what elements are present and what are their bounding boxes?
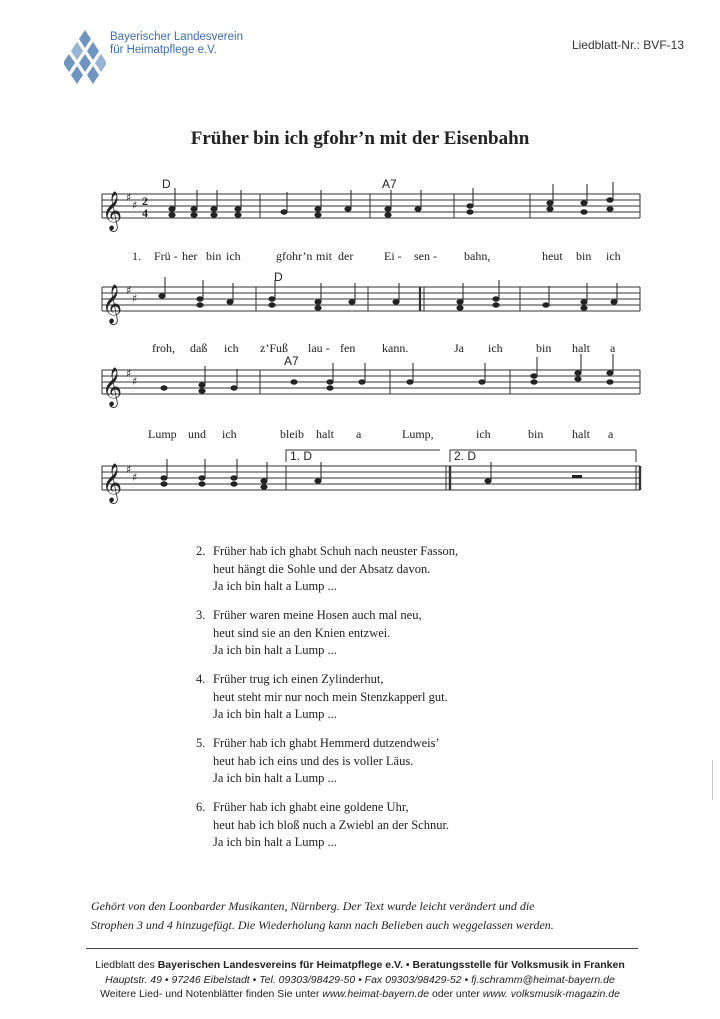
organization-name [110, 31, 243, 57]
lyric-syllable: daß [190, 341, 208, 355]
lyric-syllable: ich [224, 341, 239, 355]
verse-line: Früher hab ich ghabt Schuh nach neuster Fasson, [213, 544, 459, 558]
lyric-syllable: ich [488, 341, 503, 355]
lyric-syllable: mit [316, 249, 333, 263]
lyric-syllable: fen [340, 341, 356, 355]
verse-number: 5. [196, 736, 206, 750]
lyric-syllable: kann. [382, 341, 409, 355]
svg-text:♯: ♯ [126, 284, 132, 297]
lyric-syllable: lau - [308, 341, 330, 355]
svg-text:♯: ♯ [132, 471, 138, 484]
clefs [102, 191, 137, 504]
lyric-syllable: Lump, [402, 427, 434, 441]
verse-number: 6. [196, 800, 206, 814]
svg-text:♯: ♯ [126, 463, 132, 476]
verse-line: Früher waren meine Hosen auch mal neu, [213, 608, 422, 622]
footer-divider [86, 948, 638, 949]
lyric-syllable: ich [222, 427, 237, 441]
lyric-syllable: der [338, 249, 354, 263]
lyric-syllable: halt [572, 341, 590, 355]
chord-label: D [162, 177, 171, 191]
verse [196, 607, 458, 660]
lyric-syllable: bahn, [464, 249, 491, 263]
verse-line: heut hab ich eins und des is voller Läus. [213, 753, 414, 768]
svg-text:𝄞: 𝄞 [102, 191, 123, 231]
verse-line: Früher hab ich ghabt Hemmerd dutzendweis’ [213, 736, 440, 750]
lyric-syllable: heut [542, 249, 563, 263]
sheet-number: Liedblatt-Nr.: BVF-13 [571, 38, 684, 52]
lyric-syllable: a [356, 427, 362, 441]
svg-text:♯: ♯ [132, 375, 138, 388]
chord-label: A7 [284, 354, 299, 368]
sheet-music [90, 170, 650, 530]
organization-name-line1: Bayerischer Landesverein [110, 31, 243, 43]
lyrics [132, 249, 621, 441]
verse [196, 543, 458, 596]
page-footer [0, 958, 720, 1002]
footnote [91, 897, 651, 935]
lyric-syllable: halt [572, 427, 590, 441]
svg-text:𝄞: 𝄞 [102, 367, 123, 407]
lyric-syllable: gfohr’n [276, 249, 313, 263]
lyric-syllable: und [188, 427, 206, 441]
lyric-syllable: halt [316, 427, 334, 441]
lyric-syllable: bin [576, 249, 592, 263]
margin-mark [712, 760, 713, 800]
chord-label: 2. D [454, 449, 477, 463]
svg-text:♯: ♯ [126, 191, 132, 204]
lyric-syllable: sen - [414, 249, 437, 263]
lyric-syllable: ich [226, 249, 241, 263]
staff-lines [102, 194, 640, 490]
verse-line: Ja ich bin halt a Lump ... [213, 643, 337, 657]
footer-org: Bayerischen Landesvereins für Heimatpflege e.V. • Beratungsstelle für Volksmusik in Franken [157, 959, 625, 971]
footer-line3 [0, 987, 720, 1002]
verse-line: heut hab ich bloß nuch a Zwiebl an der Schnur. [213, 817, 450, 832]
verse-number: 2. [196, 544, 206, 558]
svg-text:♯: ♯ [132, 199, 138, 212]
verse-line: heut steht mir nur noch mein Stenzkapperl gut. [213, 689, 448, 704]
svg-text:♯: ♯ [132, 292, 138, 305]
svg-text:𝄞: 𝄞 [102, 463, 123, 503]
lyric-syllable: Ja [454, 341, 464, 355]
footnote-line2: Strophen 3 und 4 hinzugefügt. Die Wiederholung kann nach Belieben auch weggelassen werden. [91, 918, 554, 932]
lyric-syllable: ich [476, 427, 491, 441]
chord-symbols [162, 177, 476, 463]
footnote-line1: Gehört von den Loonbarder Musikanten, Nürnberg. Der Text wurde leicht verändert und die [91, 899, 535, 913]
lyric-syllable: ich [606, 249, 621, 263]
page-header [0, 0, 720, 80]
diamond-logo-icon [64, 28, 106, 84]
svg-text:4: 4 [142, 206, 148, 220]
lyric-syllable: z’Fuß [260, 341, 288, 355]
lyric-syllable: froh, [152, 341, 175, 355]
lyric-syllable: Lump [148, 427, 177, 441]
lyric-syllable: Ei - [384, 249, 402, 263]
song-title: Früher bin ich gfohr’n mit der Eisenbahn [190, 128, 530, 149]
chord-label: A7 [382, 177, 397, 191]
footer-link-heimat[interactable]: www.heimat-bayern.de [322, 988, 430, 1000]
verse-line: Ja ich bin halt a Lump ... [213, 771, 337, 785]
verse-number: 3. [196, 608, 206, 622]
verse-line: Ja ich bin halt a Lump ... [213, 835, 337, 849]
lyric-syllable: Frü - [154, 249, 178, 263]
lyric-syllable: 1. [132, 249, 141, 263]
lyric-syllable: bin [528, 427, 544, 441]
verse-line: Ja ich bin halt a Lump ... [213, 707, 337, 721]
footer-line1 [0, 958, 720, 973]
lyric-syllable: a [610, 341, 616, 355]
footer-mid: oder unter [432, 988, 480, 1000]
footer-link-volksmusik[interactable]: www. volksmusik-magazin.de [482, 988, 620, 1000]
svg-text:♯: ♯ [126, 367, 132, 380]
chord-label: D [274, 270, 283, 284]
verse-line: heut hängt die Sohle und der Absatz davon. [213, 561, 431, 576]
lyric-syllable: bleib [280, 427, 304, 441]
barlines [102, 194, 640, 490]
chord-label: 1. D [290, 449, 313, 463]
verse [196, 735, 458, 788]
verse-number: 4. [196, 672, 206, 686]
footer-more-prefix: Weitere Lied- und Notenblätter finden Sie unter [100, 988, 320, 1000]
verse-line: Früher trug ich einen Zylinderhut, [213, 672, 384, 686]
verse-line: Ja ich bin halt a Lump ... [213, 579, 337, 593]
svg-text:𝄞: 𝄞 [102, 284, 123, 324]
svg-text:2: 2 [142, 194, 148, 208]
verse-line: Früher hab ich ghabt eine goldene Uhr, [213, 800, 409, 814]
lyric-syllable: a [608, 427, 614, 441]
verses [196, 543, 458, 863]
verse [196, 799, 458, 852]
lyric-syllable: bin [206, 249, 222, 263]
time-signature [142, 194, 148, 220]
footer-prefix: Liedblatt des [95, 959, 155, 971]
lyric-syllable: her [182, 249, 198, 263]
lyric-syllable: bin [536, 341, 552, 355]
verse-line: heut sind sie an den Knien entzwei. [213, 625, 391, 640]
organization-name-line2: für Heimatpflege e.V. [110, 44, 217, 56]
verse [196, 671, 458, 724]
footer-address: Hauptstr. 49 • 97246 Eibelstadt • Tel. 09303/98429-50 • Fax 09303/98429-52 • fj.schramm@heimat-bayern.de [105, 973, 615, 986]
